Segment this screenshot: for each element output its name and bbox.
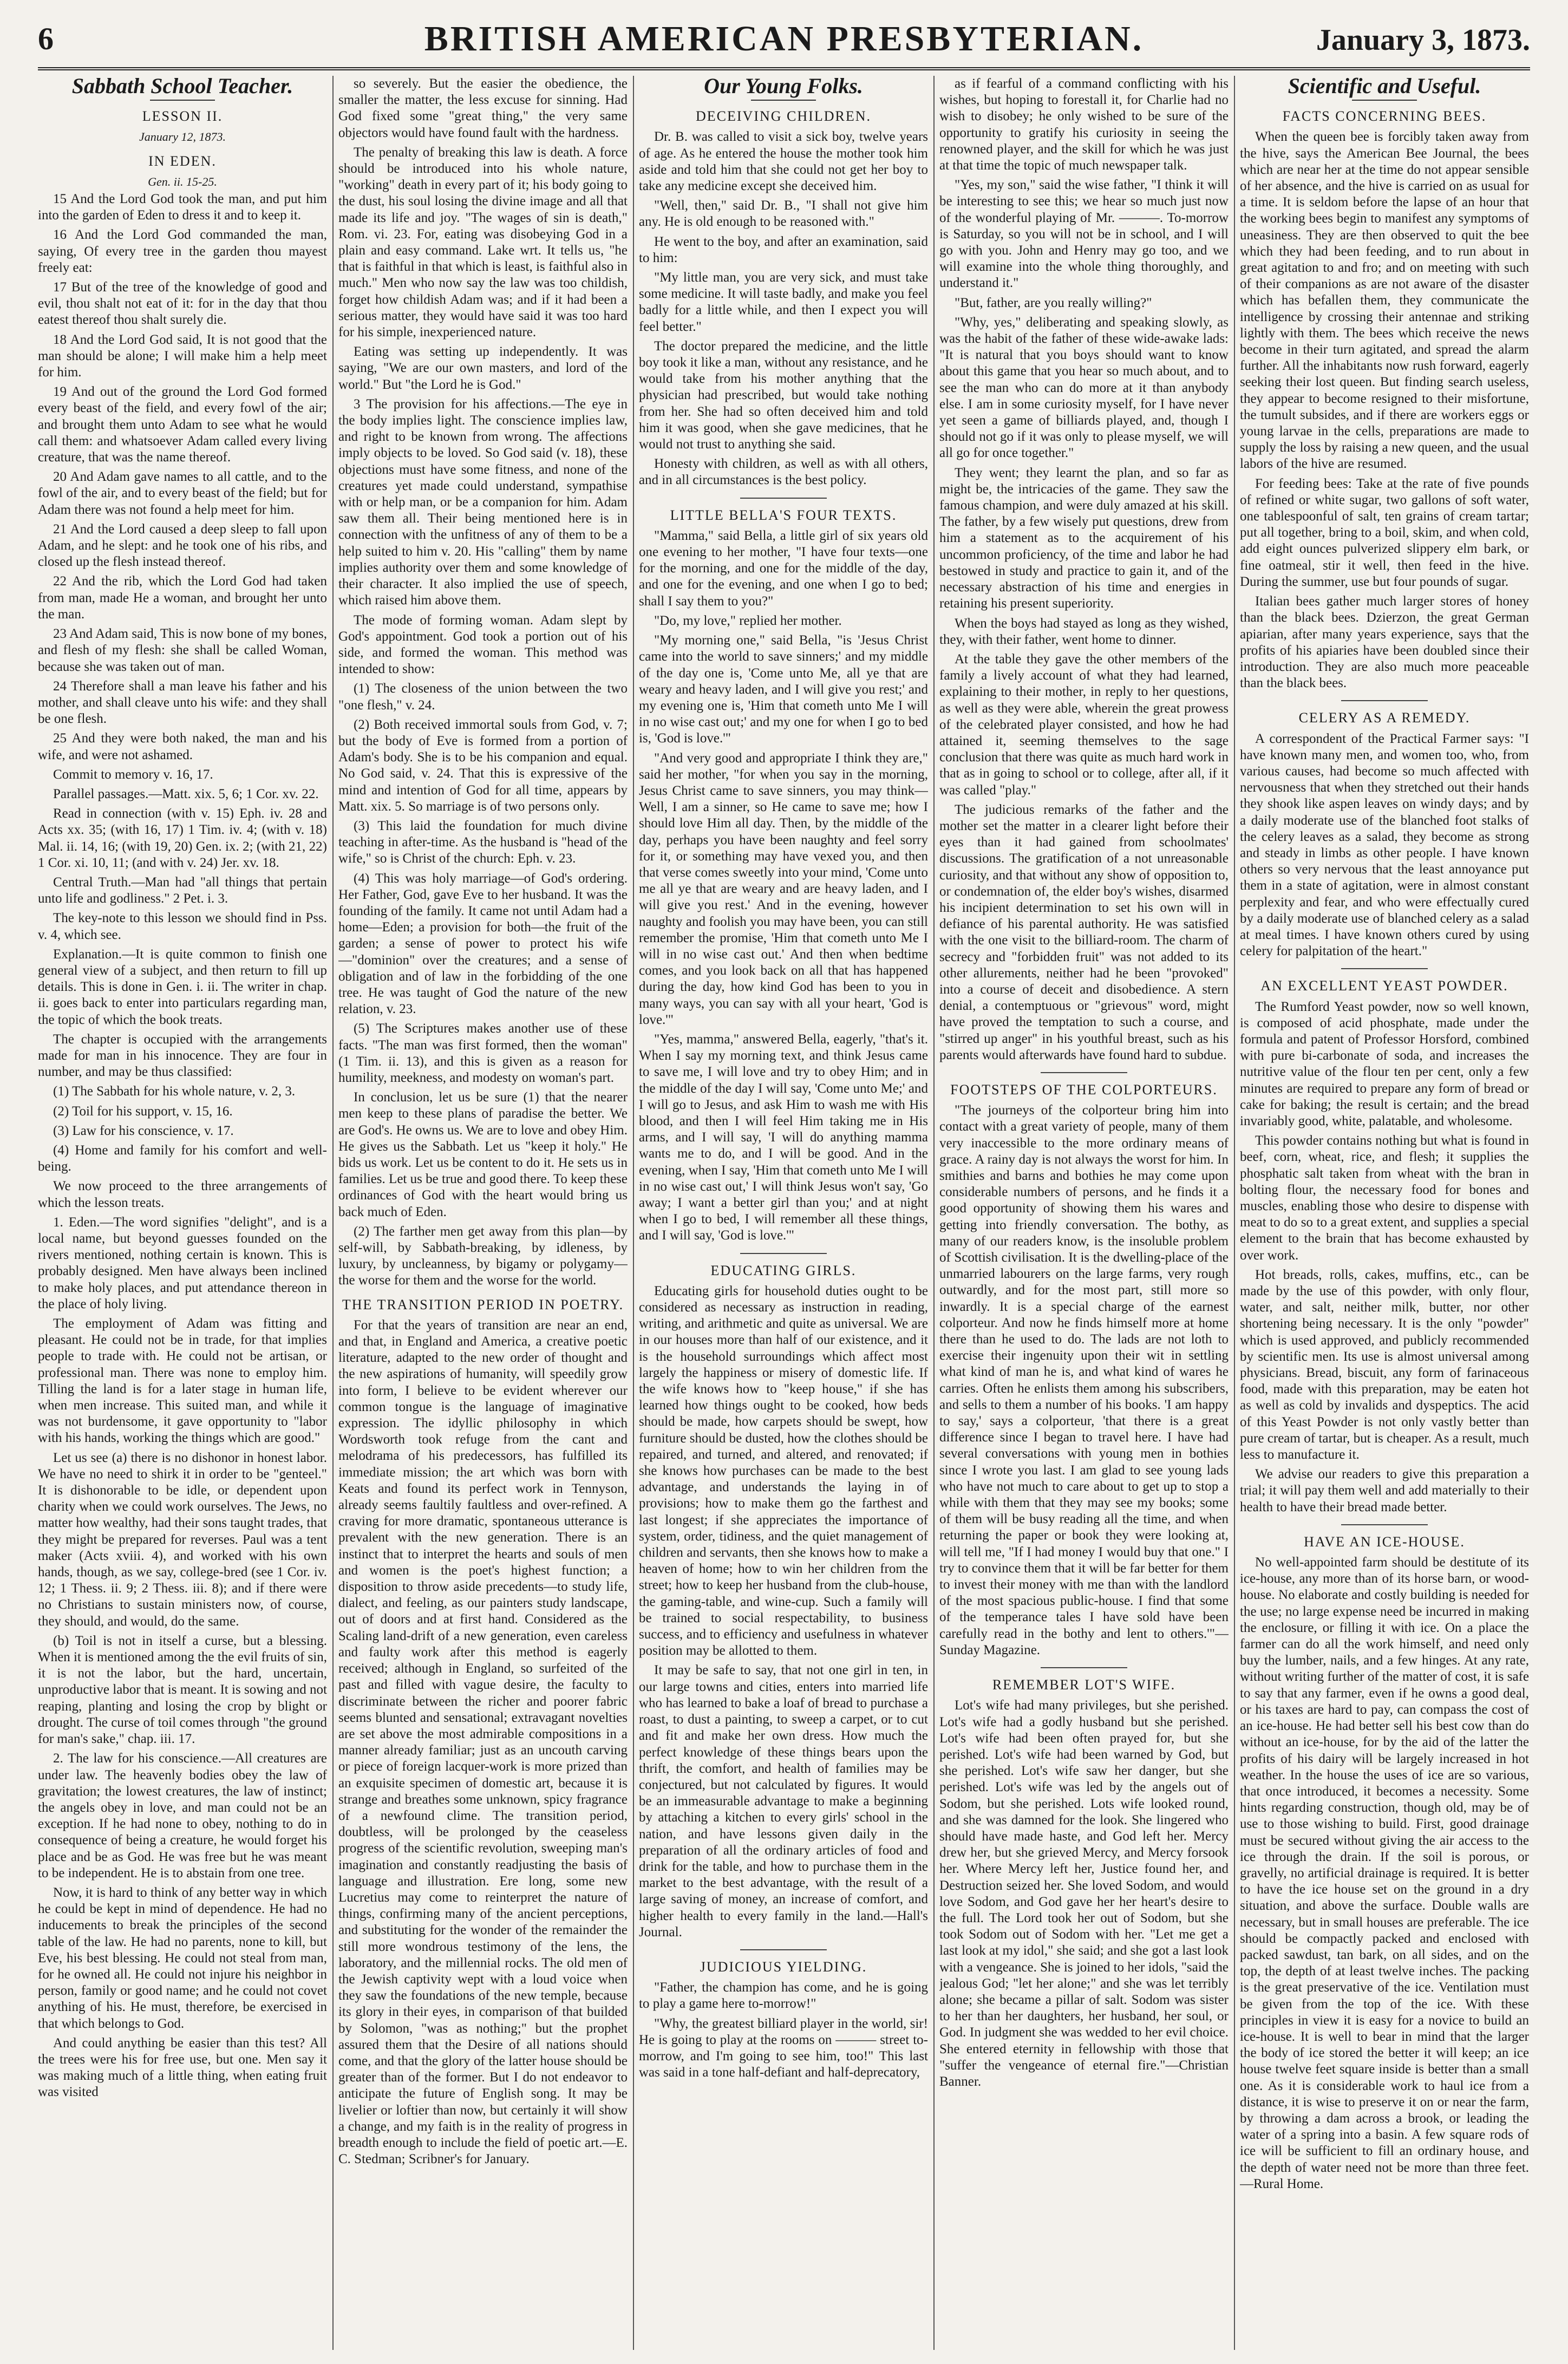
paragraph: 16 And the Lord God commanded the man, saying, Of every tree in the garden thou mayest freely eat: — [38, 227, 327, 275]
paragraph: 17 But of the tree of the knowledge of good and evil, thou shalt not eat of it: for in the day that thou eatest thereof thou shalt surely die. — [38, 280, 327, 328]
divider — [1041, 1667, 1127, 1668]
paragraph: 20 And Adam gave names to all cattle, and to the fowl of the air, and to every beast of the field; but for Adam there was not found a help meet for him. — [38, 469, 327, 517]
paragraph: Read in connection (with v. 15) Eph. iv. 28 and Acts xx. 35; (with 16, 17) 1 Tim. iv. 4; (with v. 18) Mal. ii. 14, 16; (with 19, 20) Gen. ix. 2; (with 21, 22) 1 Cor. xi. 10, 11; (and with v. 24) Jer. xv. 18. — [38, 806, 327, 870]
paragraph: We now proceed to the three arrangements of which the lesson treats. — [38, 1179, 327, 1210]
paragraph: When the queen bee is forcibly taken away from the hive, says the American Bee Journal, the bees which are near her at the time do not appear sensible of her absence, and the hive is carried on as usual for a time. It is seldom before the lapse of an hour that the working bees begin to manifest any symptoms of uneasiness. They are then observed to quit the bee which they had been feeding, and to run about in great agitation to and fro; and on meeting with such of their companions as are not aware of the disaster which has befallen them, they communicate the intelligence by crossing their antennae and striking lightly with them. The bees which receive the news become in their turn agitated, and spread the alarm further. All the inhabitants now rush forward, eagerly seeking their lost queen. But finding search useless, they appear to become resigned to their misfortune, the tumult subsides, and if there are workers eggs or young larvae in the cells, preparations are made to supply the loss by raising a new queen, and the usual labors of the hive are resumed. — [1240, 129, 1529, 472]
department-heading: Sabbath School Teacher. — [71, 76, 293, 98]
paragraph: They went; they learnt the plan, and so far as might be, the intricacies of the game. They saw the famous champion, and were duly amazed at his skill. The father, by a few wisely put questions, drew from him a statement as to the acquirement of his uncommon proficiency, of the time and labor he had bestowed in study and practice to gain it, and of the necessary abstraction of his time and energies in retaining his present superiority. — [939, 465, 1229, 611]
paragraph: He went to the boy, and after an examination, said to him: — [639, 234, 928, 265]
paragraph: (2) Toil for his support, v. 15, 16. — [53, 1103, 233, 1119]
paragraph: (1) The Sabbath for his whole nature, v. 2, 3. — [53, 1084, 296, 1099]
article-body — [639, 528, 928, 1244]
article-body — [639, 129, 928, 488]
paragraph: At the table they gave the other members of the family a lively account of what they had learned, explaining to their mother, in reply to her questions, as well as they were able, wherein the great prowess of the celebrated player consisted, and how he had attained it, seeming themselves to the sage conclusion that there was quite as much hard work in that as in going to school or to college, after all, if it was called "play." — [939, 651, 1229, 798]
paragraph: (5) The Scriptures makes another use of these facts. "The man was first formed, then the woman" (1 Tim. ii. 13), and this is given as a reason for humility, meekness, and modesty on woman's part. — [338, 1021, 628, 1085]
department-heading: Our Young Folks. — [704, 76, 863, 98]
paragraph: "Yes, my son," said the wise father, "I think it will be interesting to see this; we hear so much just now of the wonderful playing of Mr. ———. To-morrow is Saturday, so you will not be in school, and I will go with you. John and Henry may go too, and we will examine into the whole thing thoroughly, and understand it." — [939, 178, 1229, 291]
paragraph: The Rumford Yeast powder, now so well known, is composed of acid phosphate, made under the formula and patent of Professor Horsford, combined with pure bi-carbonate of soda, and increases the nutritive value of the flour ten per cent, only a few minutes are required to prepare any form of bread or cake for baking; the result is certain; and the bread invariably good, white, palatable, and wholesome. — [1240, 999, 1529, 1128]
column-young-folks — [639, 76, 928, 2350]
paragraph: (3) This laid the foundation for much divine teaching in after-time. As the husband is "head of the wife," so is Christ of the church: Eph. v. 23. — [338, 818, 628, 866]
article-heading: REMEMBER LOT'S WIFE. — [992, 1677, 1176, 1693]
paragraph: We advise our readers to give this preparation a trial; it will pay them well and add materially to their health to have their bread made better. — [1240, 1467, 1529, 1514]
paragraph: (b) Toil is not in itself a curse, but a blessing. When it is mentioned among the the evil fruits of sin, it is not the labor, but the hard, uncertain, unproductive labor that is meant. It is sowing and not reaping, planting and losing the crop by blight or drought. The curse of toil comes through "the ground for man's sake," chap. iii. 17. — [38, 1633, 327, 1747]
paragraph: "But, father, are you really willing?" — [955, 295, 1152, 310]
divider — [1341, 1524, 1428, 1525]
article-body — [1240, 999, 1529, 1516]
paragraph: "Do, my love," replied her mother. — [654, 613, 842, 628]
paragraph: When the boys had stayed as long as they wished, they, with their father, went home to dinner. — [939, 616, 1229, 647]
paragraph: The chapter is occupied with the arrangements made for man in his innocence. They are four in number, and may be thus classified: — [38, 1031, 327, 1080]
divider — [740, 1253, 827, 1254]
article-heading: EDUCATING GIRLS. — [710, 1262, 857, 1278]
divider — [1341, 700, 1428, 701]
paragraph: "Yes, mamma," answered Bella, eagerly, "that's it. When I say my morning text, and think Jesus came to save me, I will love and try to obey Him; and in the middle of the day I will say, 'Come unto Me;' and I will go to Jesus, and ask Him to wash me with His blood, and then I will feel Him taking me in His arms, and I will say, 'I will do anything mamma wants me to do, and I will be good. And in the evening, when I say, 'Him that cometh unto Me I will in no wise cast out,' I will think Jesus won't say, 'Go away; I want a better girl than you;' and at night when I go to bed, I will remember all these things, and I will say, 'God is love.'" — [639, 1031, 928, 1243]
column-rule — [933, 76, 935, 2350]
article-body — [338, 1317, 628, 2168]
lesson-date: January 12, 1873. — [139, 130, 226, 144]
paragraph: Let us see (a) there is no dishonor in honest labor. We have no need to shirk it in order to be "genteel." It is dishonorable to be idle, or dependent upon charity when we could work ourselves. The Jews, no matter how wealthy, had their sons taught trades, that they might be prepared for reverses. Paul was a tent maker (Acts xviii. 4), and worked with his own hands, though, as we say, college-bred (see 1 Cor. iv. 12; 1 Thess. ii. 9; 2 Thess. iii. 8); and if there were no Christians to sustain ministers now, of course, they should, and would, do the same. — [38, 1450, 327, 1629]
paragraph: "The journeys of the colporteur bring him into contact with a great variety of people, many of them very inaccessible to the more ordinary means of grace. A rainy day is not always the worst for him. In smithies and barns and bothies he may come upon considerable numbers of persons, and he finds it a good opportunity of showing them his wares and getting into friendly conversation. The bothy, as many of our readers know, is the insoluble problem of Scottish civilisation. It is the dwelling-place of the unmarried labourers on the large farms, very rough outwardly, and for the most part, still more so inwardly. It is a special charge of the earnest colporteur. And now he finds himself more at home there than he used to do. The lads are not loth to exercise their ingenuity upon their wit in settling what kind of man he is, and what kind of wares he carries. Often he enlists them among his subscribers, and sells to them a number of his books. 'I am happy to say,' says a colporteur, 'that there is a great difference since I began to travel here. I have had several conversations with young men in bothies since I wrote you last. I am glad to see young lads who have not much to care about to get up to stop a while with them that they may see my books; some of them will be busy reading all the time, and when returning the paper or book they were looking at, will tell me, "If I had money I would buy that one." I try to convince them that it will be far better for them to invest their money with me than with the landlord of the most spacious public-house. I find that some of the temperance tales I have sold have been carefully read in the bothy and lent to others.'"—Sunday Magazine. — [939, 1103, 1229, 1657]
paragraph: 21 And the Lord caused a deep sleep to fall upon Adam, and he slept: and he took one of his ribs, and closed up the flesh instead thereof. — [38, 521, 327, 570]
paragraph: "Mamma," said Bella, a little girl of six years old one evening to her mother, "I have four texts—one for the morning, and one for the middle of the day, and one for the evening, and one when I go to bed; shall I say them to you?" — [639, 528, 928, 609]
department-heading: Scientific and Useful. — [1288, 76, 1481, 98]
article-body — [639, 1283, 928, 1941]
article-heading: JUDICIOUS YIELDING. — [700, 1958, 867, 1975]
paragraph: "Why, the greatest billiard player in the world, sir! He is going to play at the rooms on ——— street to-morrow, and I'm going to see him, too!" This last was said in a tone half-defiant and half-deprecatory, — [639, 2016, 928, 2080]
paragraph: "Father, the champion has come, and he is going to play a game here to-morrow!" — [639, 1980, 928, 2012]
paragraph: 24 Therefore shall a man leave his father and his mother, and shall cleave unto his wife: and they shall be one flesh. — [38, 678, 327, 727]
lesson-number: LESSON II. — [142, 108, 223, 125]
article-body — [639, 1980, 928, 2081]
paragraph: Hot breads, rolls, cakes, muffins, etc., can be made by the use of this powder, with only flour, water, and salt, neither milk, butter, nor other shortening being necessary. It is the only "powder" which is used approved, and publicly recommended by scientific men. Its use is almost universal among physicians. Bread, biscuit, any form of farinaceous food, made with this preparation, may be eaten hot as well as cold by invalids and dyspeptics. The acid of this Yeast Powder is not only vastly better than pure cream of tartar, but is cheaper. As a result, much less to manufacture it. — [1240, 1267, 1529, 1462]
paragraph: "My morning one," said Bella, "is 'Jesus Christ came into the world to save sinners;' and my middle of the day one is, 'Come unto Me, all ye that are weary and heavy laden, and I will give you rest;' and my evening one is, 'Him that cometh unto Me I will in no wise cast out;' and my one for when I go to bed is, 'God is love.'" — [639, 633, 928, 746]
article-heading: CELERY AS A REMEDY. — [1298, 710, 1471, 726]
paragraph: It may be safe to say, that not one girl in ten, in our large towns and cities, enters into married life who has learned to bake a loaf of bread to purchase a roast, to dust a painting, to sweep a carpet, or to cut and fit and make her own dress. How much the perfect knowledge of these things bears upon the thrift, the comfort, and health of families may be conjectured, but not calculated by figures. It would be an immeasurable advantage to make a beginning by attaching a kitchen to every girls' school in the nation, and have lessons given daily in the preparation of all the ordinary articles of food and drink for the table, and how to purchase them in the market to the best advantage, with the result of a large saving of money, an increase of comfort, and higher health to every family in the land.—Hall's Journal. — [639, 1663, 928, 1939]
scripture-reference: Gen. ii. 15-25. — [148, 174, 217, 188]
paragraph: 3 The provision for his affections.—The eye in the body implies light. The conscience implies law, and right to be known from wrong. The affections imply objects to be loved. So God said (v. 18), these objections must have some fitness, and none of the creatures yet made could understand, sympathise with or help man, or be a companion for him. Adam saw them all. Their being mentioned here is in connection with the unfitness of any of them to be a help suited to him v. 20. His "calling" them by name implies authority over them and some knowledge of their character. It also implied the use of speech, which raised him above them. — [338, 396, 628, 608]
paragraph: 18 And the Lord God said, It is not good that the man should be alone; I will make him a help meet for him. — [38, 332, 327, 380]
divider — [1041, 1072, 1127, 1073]
column-rule — [633, 76, 634, 2350]
paragraph: The employment of Adam was fitting and pleasant. He could not be in trade, for that implies people to trade with. He could not be artisan, or professional man. There was none to employ him. Tilling the land is for a later stage in human life, when men increase. This suited man, and while it was not burdensome, it gave opportunity to "labor with his hands, working the things which are good." — [38, 1316, 327, 1446]
article-heading: DECEIVING CHILDREN. — [696, 108, 871, 125]
paragraph: "My little man, you are very sick, and must take some medicine. It will taste badly, and make you feel badly for a little while, and then I expect you will feel better." — [639, 270, 928, 334]
paragraph: This powder contains nothing but what is found in beef, corn, wheat, rice, and flesh; it supplies the phosphatic salt taken from wheat with the bran in bolting flour, the necessary food for bones and muscles, enabling those who desire to dispense with meat to do so to a great extent, and supplies a special element to the brain that has become exhausted by over work. — [1240, 1133, 1529, 1263]
paragraph: 15 And the Lord God took the man, and put him into the garden of Eden to dress it and to keep it. — [38, 192, 327, 223]
page-columns — [38, 76, 1530, 2350]
article-heading: FOOTSTEPS OF THE COLPORTEURS. — [950, 1081, 1218, 1098]
paragraph: And could anything be easier than this test? All the trees were his for free use, but one. Men say it was making much of a little thing, when eating fruit was visited — [38, 2035, 327, 2100]
column-lesson-continued — [338, 76, 628, 2350]
paragraph: (3) Law for his conscience, v. 17. — [53, 1123, 234, 1138]
paragraph: (2) Both received immortal souls from God, v. 7; but the body of Eve is formed from a portion of Adam's body. She is to be his companion and equal. No God said, v. 24. That this is expressive of the mind and intention of God for all time, appears by Matt. xix. 5. So marriage is of two persons only. — [338, 717, 628, 814]
paragraph: 19 And out of the ground the Lord God formed every beast of the field, and every fowl of the air; and brought them unto Adam to see what he would call them: and whatsoever Adam called every living creature, that was the name thereof. — [38, 384, 327, 465]
paragraph: Dr. B. was called to visit a sick boy, twelve years of age. As he entered the house the mother took him aside and told him that she could not get her boy to take any medicine except she deceived him. — [639, 129, 928, 194]
paragraph: Lot's wife had many privileges, but she perished. Lot's wife had a godly husband but she perished. Lot's wife had been often prayed for, but she perished. Lot's wife had been warned by God, but she perished. Lot's wife saw her danger, but she perished. Lot's wife was led by the angels out of Sodom, but she perished. Lots wife looked round, and she was damned for the look. She lingered who should have made haste, and God left her. Mercy drew her, but she grieved Mercy, and Mercy forsook her. Where Mercy left her, Justice found her, and Destruction seized her. She loved Sodom, and would love Sodom, and God gave her her heart's desire to the full. The Lord took her out of Sodom, but she took Sodom out of Sodom with her. "Let me get a last look at my idol," she said; and she got a last look with a vengeance. She is joined to her idols, "said the jealous God; "let her alone;" and she was let terribly alone; she became a pillar of salt. Sodom was sister to her than her daughters, her husband, her soul, or God. In judgment she was wedded to her evil choice. She entered eternity in fellowship with those that "suffer the vengeance of eternal fire."—Christian Banner. — [939, 1698, 1229, 2089]
paragraph: Eating was setting up independently. It was saying, "We are our own masters, and lord of the world." But "the Lord he is God." — [338, 344, 628, 392]
paragraph: (1) The closeness of the union between the two "one flesh," v. 24. — [338, 681, 628, 713]
newspaper-title: BRITISH AMERICAN PRESBYTERIAN. — [424, 19, 1144, 58]
article-body — [939, 1102, 1229, 1658]
paragraph: Educating girls for household duties ought to be considered as necessary as instruction in reading, writing, and arithmetic and quite as universal. We are in our houses more than half of our existence, and it is the household surroundings which affect most largely the happiness or misery of domestic life. If the wife knows how to "keep house," if she has learned how things ought to be cooked, how beds should be made, how carpets should be swept, how furniture should be dusted, how the clothes should be repaired, and turned, and altered, and renovated; if she knows how purchases can be made to the best advantage, and understands the laying in of provisions; how to make them go the farthest and last longest; if she appreciates the importance of system, order, tidiness, and the quiet management of children and servants, then she knows how to make a heaven of home; how to win her children from the street; how to keep her husband from the club-house, the gaming-table, and wine-cup. Such a family will be trained to social respectability, to business success, and to efficiency and usefulness in whatever position may be allotted to them. — [639, 1283, 928, 1658]
article-heading: HAVE AN ICE-HOUSE. — [1304, 1533, 1465, 1550]
paragraph: A correspondent of the Practical Farmer says: "I have known many men, and women too, who, from various causes, had become so much affected with nervousness that when they stretched out their hands they shook like aspen leaves on windy days; and by a daily moderate use of the blanched foot stalks of the celery leaves as a salad, they become as strong and steady in limbs as other people. I have known others so very nervous that the least annoyance put them in a state of agitation, were in almost constant perplexity and fear, and who were effectually cured by a daily moderate use of blanched celery as a salad at meal times. I have known others cured by using celery for palpitation of the heart." — [1240, 731, 1529, 959]
article-heading: FACTS CONCERNING BEES. — [1282, 108, 1487, 125]
paragraph: 23 And Adam said, This is now bone of my bones, and flesh of my flesh: she shall be called Woman, because she was taken out of man. — [38, 626, 327, 674]
paragraph: Honesty with children, as well as with all others, and in all circumstances is the best policy. — [639, 456, 928, 488]
divider — [751, 100, 816, 101]
paragraph: 25 And they were both naked, the man and his wife, and were not ashamed. — [38, 731, 327, 762]
paragraph: 2. The law for his conscience.—All creatures are under law. The heavenly bodies obey the law of gravitation; the lowest creatures, the law of instinct; the angels obey in love, and man could not be an exception. If he had none to obey, nothing to do in consequence of being a creature, he would forget his place and be as God. He was free but he was meant to be independent. He is to abstain from one tree. — [38, 1751, 327, 1880]
article-body — [1240, 129, 1529, 691]
paragraph: The doctor prepared the medicine, and the little boy took it like a man, without any resistance, and he would take from his mother anything that the physician had prescribed, but would take nothing from her. She had so often deceived him and told him it was good, when she gave medicines, that he would not trust to anything she said. — [639, 338, 928, 452]
article-heading: AN EXCELLENT YEAST POWDER. — [1260, 978, 1508, 994]
paragraph: Central Truth.—Man had "all things that pertain unto life and godliness." 2 Pet. i. 3. — [38, 874, 327, 906]
article-heading: THE TRANSITION PERIOD IN POETRY. — [342, 1296, 624, 1312]
column-sabbath-school — [38, 76, 327, 2350]
paragraph: (2) The farther men get away from this plan—by self-will, by Sabbath-breaking, by idleness, by luxury, by uncleanness, by bigamy or polygamy—the worse for them and the worse for the world. — [338, 1224, 628, 1288]
article-body — [1240, 731, 1529, 960]
article-body — [338, 76, 628, 1289]
paragraph: Explanation.—It is quite common to finish one general view of a subject, and then return to fill up details. This is done in Gen. i. ii. The writer in chap. ii. goes back to enter into particulars regarding man, the topic of which the book treats. — [38, 946, 327, 1027]
column-rule — [332, 76, 334, 2350]
divider — [1352, 100, 1417, 101]
paragraph: No well-appointed farm should be destitute of its ice-house, any more than of its horse barn, or wood-house. No elaborate and costly building is needed for the use; no large expense need be incurred in making the enclosure, or filling it with ice. On a place the farmer can do all the work himself, and need only buy the lumber, nails, and a few hinges. At any rate, without writing further of the matter of cost, it is safe to say that any farmer, even if he owns a good deal, or his taxes are hard to pay, can compass the cost of an ice-house. He had better sell his best cow than do without an ice-house, for by the aid of the latter the profits of his dairy will be largely increased in hot weather. In the house the uses of ice are so various, that once introduced, it becomes a necessity. Some hints regarding construction, though old, may be of use to those wishing to build. First, good drainage must be secured without giving the air access to the ice through the drain. If the soil is porous, or gravelly, no artificial drainage is required. It is better to have the ice house set on the ground in a dry situation, and above the surface. Double walls are necessary, but in small houses are preferable. The ice should be compactly packed and enclosed with packed sawdust, tan bark, on all sides, and on the top, the depth of at least twelve inches. The packing is the great preservative of the ice. Ventilation must be given from the top of the ice. With these principles in view it is easy for a novice to build an ice-house. It is well to bear in mind that the larger the body of ice stored the better it will keep; an ice house twelve feet square inside is better than a small one. As it is considerable work to haul ice from a distance, it is wise to preserve it on or near the farm, by throwing a dam across a brook, or leading the water of a spring into a basin. A few square rods of ice will be sufficient to fill an ordinary house, and the depth of water need not be more than three feet.—Rural Home. — [1240, 1555, 1529, 2191]
page-number: 6 — [38, 21, 54, 56]
lesson-title: IN EDEN. — [148, 153, 217, 169]
paragraph: The key-note to this lesson we should find in Pss. v. 4, which see. — [38, 911, 327, 942]
paragraph: The judicious remarks of the father and the mother set the matter in a clearer light before their eyes than it had gained from schoolmates' discussions. The gratification of a not unreasonable curiosity, and that without any show of opposition to, or condemnation of, the elder boy's wishes, disarmed his incipient determination to set his own will in defiance of his parental authority. He was satisfied with the one visit to the billiard-room. The charm of secrecy and "forbidden fruit" was not added to its other allurements, neither had he been "provoked" into a course of deceit and disobedience. A stern denial, a contemptuous or "grievous" word, might have proved the temptation to such a course, and "stirred up anger" in his youthful breast, such as his parents would afterwards have found hard to subdue. — [939, 802, 1229, 1062]
paragraph: "And very good and appropriate I think they are," said her mother, "for when you say in the morning, Jesus Christ came to save sinners, you may think—Well, I am a sinner, so He came to save me; how I should love Him all day. Then, by the middle of the day, perhaps you have been naughty and feel sorry for it, or something may have vexed you, and then that verse comes sweetly into your mind, 'Come unto me all ye that are weary and are heavy laden, and I will give you rest.' And in the evening, however naughty and foolish you may have been, you can still remember the promise, 'Him that cometh unto Me I will in no wise cast out.' And then when bedtime comes, and you look back on all that has happened during the day, how kind God has been to you in many ways, you can say with all your heart, 'God is love.'" — [639, 750, 928, 1027]
article-body — [939, 76, 1229, 1063]
paragraph: The penalty of breaking this law is death. A force should be introduced into his whole nature, "working" death in every part of it; his body going to the dust, his soul losing the divine image and all that made its life and joy. "The wages of sin is death," Rom. vi. 23. For, eating was disobeying God in a plain and easy command. Lake wrt. It tells us, "he that is faithful in that which is least, is faithful also in much." Men who now say the law was too childish, forget how childish Adam was; and if it had been a serious matter, they would have said it was too hard for his simple, inexperienced nature. — [338, 145, 628, 340]
paragraph: (4) This was holy marriage—of God's ordering. Her Father, God, gave Eve to her husband. It was the founding of the family. It came not until Adam had a home—Eden; a provision for both—the fruit of the garden; a sense of power to protect his wife—"dominion" over the creatures; and a sense of obligation and of law in the forbidding of the one tree. He was taught of God the nature of the new relation, v. 23. — [338, 871, 628, 1017]
divider — [150, 100, 215, 101]
paragraph: so severely. But the easier the obedience, the smaller the matter, the less excuse for sinning. Had God fixed some "great thing," the very same objectors would have found fault with the hardness. — [338, 76, 628, 140]
paragraph: Parallel passages.—Matt. xix. 5, 6; 1 Cor. xv. 22. — [53, 786, 319, 801]
paragraph: (4) Home and family for his comfort and well-being. — [38, 1142, 327, 1174]
article-body — [38, 191, 327, 2101]
paragraph: 22 And the rib, which the Lord God had taken from man, made He a woman, and brought her unto the man. — [38, 574, 327, 622]
column-continued — [939, 76, 1229, 2350]
article-body — [939, 1697, 1229, 2090]
paragraph: as if fearful of a command conflicting with his wishes, but hoping to forestall it, for Charlie had no wish to disobey; he only wished to be sure of the opportunity to gratify his curiosity in seeing the renowned player, and the skill for which he was just at that time the topic of much newspaper talk. — [939, 76, 1229, 173]
column-rule — [1234, 76, 1235, 2350]
paragraph: For that the years of transition are near an end, and that, in England and America, a creative poetic literature, adapted to the new order of thought and the new aspirations of humanity, will speedily grow into form, I believe to be evident wherever our common tongue is the language of imaginative expression. The idyllic philosophy in which Wordsworth took refuge from the cant and melodrama of his predecessors, has fulfilled its immediate mission; the art which was born with Keats and found its perfect work in Tennyson, already seems faultily faultless and over-refined. A craving for more dramatic, spontaneous utterance is prevalent with the new generation. There is an instinct that to interpret the hearts and souls of men and women is the poet's highest function; a disposition to throw aside precedents—to study life, dialect, and feeling, as our painters study landscape, out of doors and at first hand. Considered as the Scaling land-drift of a new generation, even careless and faulty work after this method is eagerly received; although in England, so surfeited of the past and filled with vague desire, the faculty to discriminate between the richer and poorer fabric seems blunted and sensational; extravagant novelties are set above the most admirable compositions in a manner already familiar; just as an uncouth carving or piece of foreign lacquer-work is more prized than an exquisite specimen of domestic art, because it is strange and breathes some unknown, spicy fragrance of a newfound clime. The transition period, doubtless, will be prolonged by the ceaseless progress of the scientific revolution, sweeping man's imagination and constantly readjusting the basis of language and illustration. Ere long, some new Lucretius may come to reinterpret the nature of things, confirming many of the ancient perceptions, and substituting for the wonder of the remainder the still more wondrous testimony of the lens, the laboratory, and the millennial rocks. The old men of the Jewish captivity wept with a loud voice when they saw the foundations of the new temple, because its glory in their eyes, in comparison of that builded by Solomon, "was as nothing;" but the prophet assured them that the Desire of all nations should come, and that the glory of the latter house should be greater than of the former. But I do not endeavor to anticipate the future of English song. It may be livelier or loftier than now, but certainly it will show a change, and my faith is in the reality of progress in breadth enough to include the field of poetic art.—E. C. Stedman; Scribner's for January. — [338, 1317, 628, 2167]
paragraph: Now, it is hard to think of any better way in which he could be kept in mind of dependence. He had no inducements to break the principles of the second table of the law. He had no parents, none to kill, but Eve, his best blessing. He could not steal from man, for he owned all. He could not injure his neighbor in person, family or good name; and he could not covet anything of his. He must, therefore, be exercised in that which belongs to God. — [38, 1885, 327, 2031]
paragraph: "Why, yes," deliberating and speaking slowly, as was the habit of the father of these wide-awake lads: "It is natural that you boys should want to know about this game that you hear so much about, and to see the man who can do more at it than anybody else. I am in some curiosity myself, for I have never yet seen a game of billiards played, and, though I should not go if it was only to please myself, we will all go for once together." — [939, 315, 1229, 461]
issue-date: January 3, 1873. — [1316, 23, 1530, 57]
paragraph: Italian bees gather much larger stores of honey than the black bees. Dzierzon, the great German apiarian, after many years experience, says that the profits of his apiaries have been doubled since their introduction. They are also much more peaceable than the black bees. — [1240, 594, 1529, 691]
paragraph: The mode of forming woman. Adam slept by God's appointment. God took a portion out of his side, and formed the woman. This method was intended to show: — [338, 612, 628, 677]
paragraph: "Well, then," said Dr. B., "I shall not give him any. He is old enough to be reasoned with." — [639, 198, 928, 230]
paragraph: 1. Eden.—The word signifies "delight", and is a local name, but beyond guesses founded on the rivers mentioned, nothing certain is known. This is probably designed. Men have always been inclined to make holy places, and put attendance thereon in the place of holy living. — [38, 1214, 327, 1311]
column-scientific — [1240, 76, 1529, 2350]
paragraph: Commit to memory v. 16, 17. — [53, 767, 213, 782]
divider — [740, 498, 827, 499]
divider — [740, 1949, 827, 1950]
article-heading: LITTLE BELLA'S FOUR TEXTS. — [670, 507, 897, 523]
paragraph: For feeding bees: Take at the rate of five pounds of refined or white sugar, two gallons of soft water, one tablespoonful of salt, ten grains of cream tartar; put all together, bring to a boil, skim, and when cold, add eight ounces pulverized slippery elm bark, or fine oatmeal, stir it well, then feed in the hive. During the summer, use but four pounds of sugar. — [1240, 476, 1529, 589]
article-body — [1240, 1555, 1529, 2192]
paragraph: In conclusion, let us be sure (1) that the nearer men keep to these plans of paradise the better. We are God's. He owns us. We are to love and obey Him. He gives us the Sabbath. Let us "keep it holy." He bids us work. Let us be content to do it. He sets us in families. Let us be true and good there. To keep these ordinances of God with the heart would bring us back much of Eden. — [338, 1090, 628, 1219]
divider — [1341, 968, 1428, 969]
masthead — [38, 15, 1530, 70]
